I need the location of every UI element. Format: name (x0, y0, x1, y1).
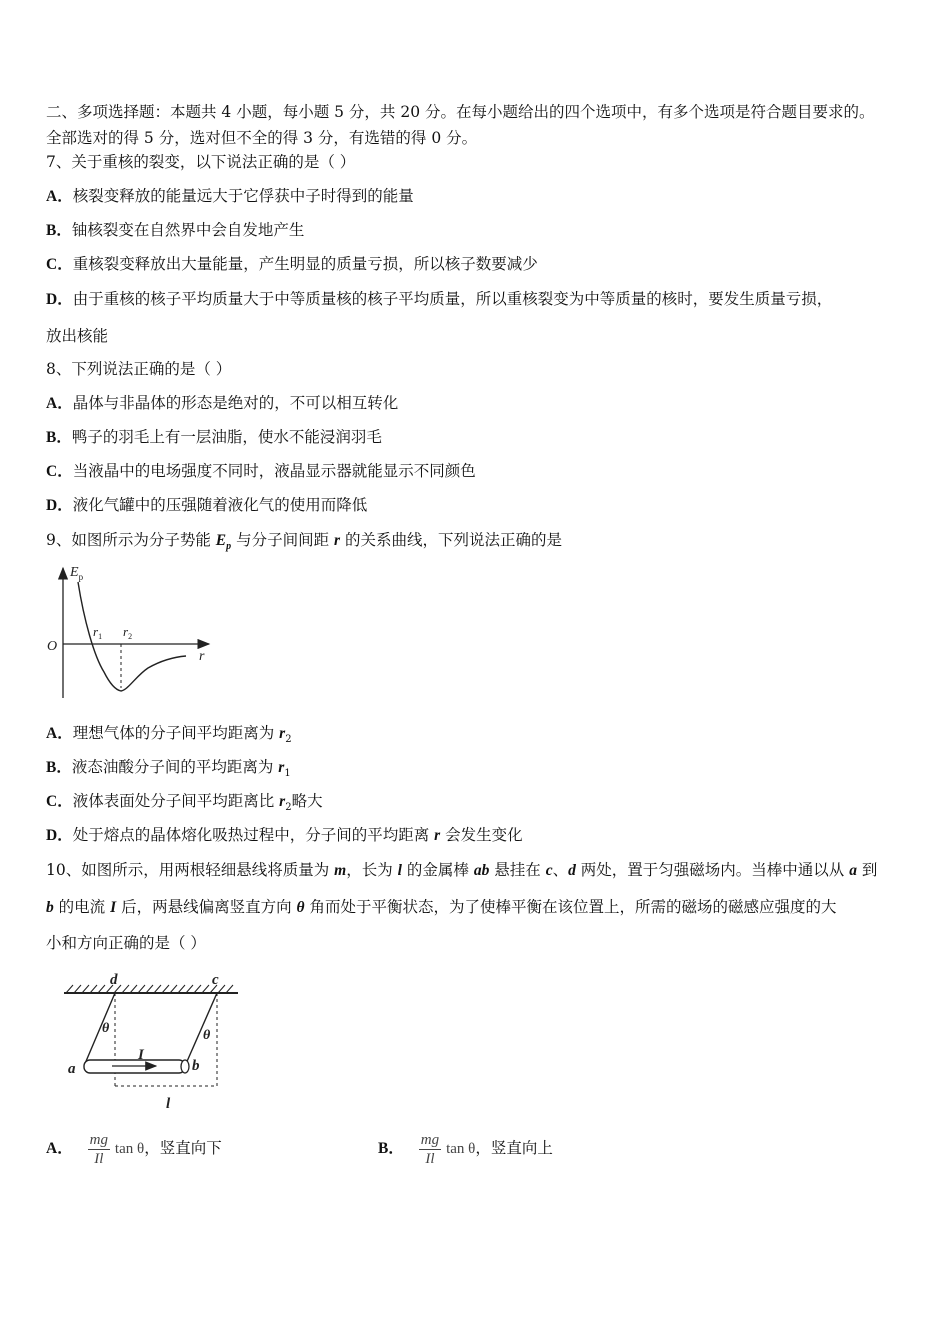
option-letter: D． (46, 497, 73, 514)
option-text: 液体表面处分子间平均距离比 (72, 792, 280, 810)
q8-option-d[interactable] (46, 495, 367, 516)
label-c: c (212, 972, 219, 988)
option-letter: C． (46, 463, 73, 480)
option-var-sub: 1 (284, 768, 291, 780)
q10-seg: 到 (856, 861, 878, 879)
q9-stem-part: 9、如图所示为分子势能 (46, 531, 216, 549)
label-theta-left: θ (102, 1021, 110, 1036)
q10-seg: 的金属棒 (401, 861, 474, 879)
q8-option-a[interactable] (46, 393, 398, 414)
option-text: 液态油酸分子间的平均距离为 (71, 758, 279, 776)
x-axis-label: r (199, 649, 205, 664)
r1-label: $r_1$ (93, 624, 103, 641)
r2-label: $r_2$ (123, 624, 133, 641)
q7-option-d[interactable] (46, 289, 832, 310)
y-axis-label: $E_p$ (70, 565, 84, 582)
q10-seg: 悬挂在 (489, 861, 546, 879)
option-text: 当液晶中的电场强度不同时，液晶显示器就能显示不同颜色 (72, 462, 476, 480)
q9-stem (46, 530, 562, 551)
q7-option-c[interactable] (46, 254, 538, 275)
option-letter: A． (46, 725, 73, 742)
q10-seg: 、 (552, 861, 569, 879)
q10-option-b[interactable] (378, 1130, 553, 1168)
q10-seg: ，长为 (346, 861, 398, 879)
label-b: b (192, 1058, 200, 1074)
option-text: ，竖直向上 (475, 1139, 553, 1157)
q10-stem-line2 (46, 897, 837, 918)
option-text: 液化气罐中的压强随着液化气的使用而降低 (72, 496, 368, 514)
tan-theta: tan θ (446, 1141, 476, 1157)
option-letter: D． (46, 291, 73, 308)
q9-stem-part: 的关系曲线，下列说法正确的是 (340, 531, 562, 549)
q10-stem-line1 (46, 860, 877, 881)
q10-seg: I (110, 899, 117, 916)
q9-stem-part: 与分子间间距 (231, 531, 334, 549)
q8-option-c[interactable] (46, 461, 476, 482)
q10-seg: 后，两悬线偏离竖直方向 (116, 898, 297, 916)
rod-suspension-figure (50, 962, 250, 1112)
option-var: r (279, 725, 286, 742)
option-letter: A． (46, 188, 73, 205)
option-text: 处于熔点的晶体熔化吸热过程中，分子间的平均距离 (72, 826, 435, 844)
ceiling-hatch (66, 985, 233, 993)
fraction-denominator: Il (425, 1150, 435, 1167)
option-text: 鸭子的羽毛上有一层油脂，使水不能浸润羽毛 (71, 428, 382, 446)
label-current: I (138, 1047, 144, 1063)
q10-seg: d (568, 862, 576, 879)
potential-energy-graph (44, 560, 219, 705)
q10-seg: 的电流 (53, 898, 111, 916)
option-var: r (434, 827, 441, 844)
q7-option-b[interactable] (46, 220, 304, 241)
fraction-numerator: mg (89, 1131, 108, 1148)
q9-option-c[interactable] (46, 791, 323, 812)
label-length: l (166, 1096, 171, 1112)
q10-stem-line3: 小和方向正确的是（ ） (46, 934, 206, 952)
option-text: ，竖直向下 (144, 1139, 222, 1157)
option-var-sub: 2 (285, 802, 292, 814)
fraction (88, 1131, 110, 1168)
q7-option-d-cont: 放出核能 (46, 327, 109, 345)
option-letter: B． (46, 222, 72, 239)
q10-seg: 两处，置于匀强磁场内。当棒中通以从 (575, 861, 850, 879)
q9-option-b[interactable] (46, 757, 291, 778)
option-text: 由于重核的核子平均质量大于中等质量核的核子平均质量，所以重核裂变为中等质量的核时，要发生质量亏损， (72, 290, 833, 308)
rod-end-b (181, 1060, 189, 1073)
option-var: r (278, 759, 285, 776)
q10-seg: a (849, 862, 857, 879)
q9-option-a[interactable] (46, 723, 292, 744)
option-letter: A． (46, 395, 73, 412)
origin-label: O (47, 639, 58, 654)
string-d (84, 993, 115, 1066)
q10-seg: 10、如图所示，用两根轻细悬线将质量为 (46, 861, 335, 879)
q10-option-a[interactable] (46, 1130, 222, 1168)
option-letter: C． (46, 793, 73, 810)
q8-option-b[interactable] (46, 427, 382, 448)
option-letter: A． (46, 1140, 73, 1157)
section-heading-line2: 全部选对的得 5 分，选对但不全的得 3 分，有选错的得 0 分。 (46, 129, 478, 147)
q9-option-d[interactable] (46, 825, 523, 846)
q8-stem: 8、下列说法正确的是（ ） (46, 360, 232, 378)
string-c (185, 993, 217, 1066)
option-letter: D． (46, 827, 73, 844)
option-tail: 会发生变化 (440, 826, 523, 844)
q10-seg: ab (473, 862, 490, 879)
option-text: 重核裂变释放出大量能量，产生明显的质量亏损，所以核子数要减少 (72, 255, 538, 273)
label-theta-right: θ (203, 1028, 211, 1043)
q10-seg: 角而处于平衡状态，为了使棒平衡在该位置上，所需的磁场的磁感应强度的大 (304, 898, 837, 916)
fraction-denominator: Il (94, 1150, 104, 1167)
option-var-sub: 2 (285, 734, 292, 746)
fraction (419, 1131, 441, 1168)
r-symbol: r (334, 532, 341, 549)
fraction-numerator: mg (420, 1131, 440, 1148)
ep-symbol: E (215, 532, 227, 549)
option-text: 理想气体的分子间平均距离为 (72, 724, 280, 742)
option-var: r (279, 793, 286, 810)
option-letter: B． (46, 759, 72, 776)
tan-theta: tan θ (114, 1141, 145, 1157)
option-tail: 略大 (291, 792, 323, 810)
q7-option-a[interactable] (46, 186, 414, 207)
q10-seg: m (334, 862, 347, 879)
option-letter: B． (46, 429, 72, 446)
option-letter: C． (46, 256, 73, 273)
label-a: a (68, 1061, 76, 1077)
q10-seg: c (545, 862, 553, 879)
option-text: 晶体与非晶体的形态是绝对的，不可以相互转化 (72, 394, 399, 412)
q10-seg: θ (296, 899, 305, 916)
q10-seg: b (46, 899, 54, 916)
option-letter: B． (378, 1140, 404, 1157)
option-text: 铀核裂变在自然界中会自发地产生 (71, 221, 305, 239)
label-d: d (110, 972, 118, 988)
option-text: 核裂变释放的能量远大于它俘获中子时得到的能量 (72, 187, 414, 205)
q7-stem: 7、关于重核的裂变，以下说法正确的是（ ） (46, 153, 356, 171)
q10-seg: l (397, 862, 402, 879)
section-heading-line1: 二、多项选择题：本题共 4 小题，每小题 5 分，共 20 分。在每小题给出的四个选项中，有多个选项是符合题目要求的。 (46, 103, 875, 121)
ep-subscript: p (226, 541, 232, 553)
